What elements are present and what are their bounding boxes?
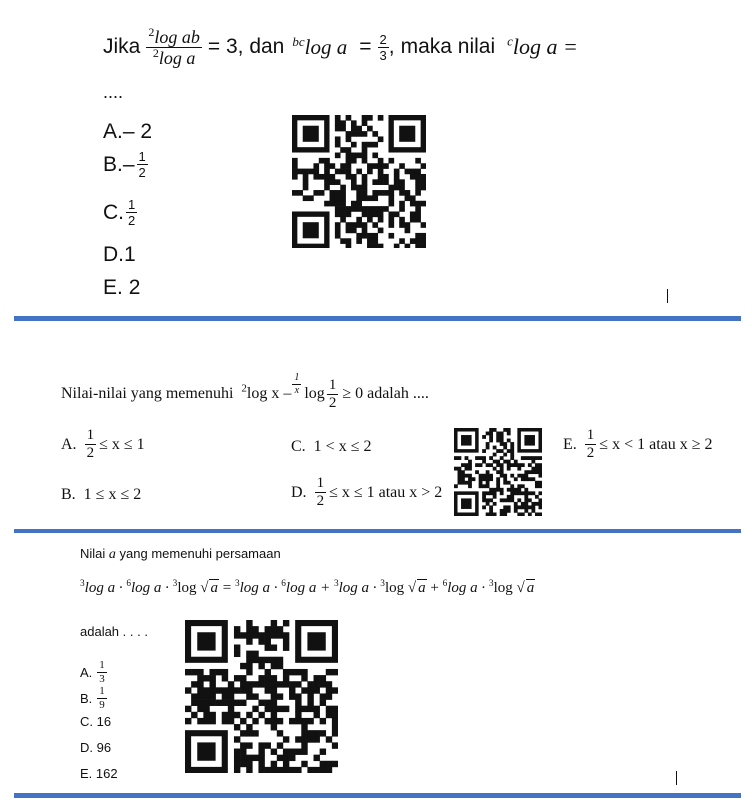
q3-adalah: adalah . . . . (80, 624, 148, 639)
section-divider-2 (14, 529, 741, 533)
q1-option-c: C. $\frac{1}{2}$ (103, 197, 136, 228)
q3-option-d: D. 96 (80, 740, 112, 755)
q3-equation: $^3$log a · $^6$log a · $^3$log √ a = $^3$log a · $^6$log a + $^3$log a · $^3$log √ a + $^6$log a · $^3$log √ a (80, 579, 535, 596)
q1-dots: .... (103, 82, 124, 102)
q3-option-c: C. 16 (80, 714, 112, 729)
qr-code-1 (292, 115, 426, 248)
q1-fraction: $\frac{^2\log ab}{^2\log a}$ (148, 24, 200, 68)
q2-option-d: D. $\frac{1}{2}$ ≤ x ≤ 1 atau x > 2 (291, 475, 443, 509)
qr-code-3 (185, 620, 338, 773)
q1-c-log: $^c$log a = (507, 33, 578, 59)
q2-statement: Nilai-nilai yang memenuhi $^2$log x – $\frac{1}{x}$ log $\frac{1}{2}$ ≥ 0 adalah .... (61, 371, 429, 411)
section-divider-3 (14, 793, 741, 798)
q1-option-a: A.– 2 (103, 120, 153, 143)
q3-option-a: A. $\frac{1}{3}$ (80, 659, 105, 685)
q1-maka: maka nilai (400, 35, 496, 58)
text-cursor-1 (667, 289, 668, 303)
q3-intro: Nilai a yang memenuhi persamaan (80, 546, 281, 562)
section-divider-1 (14, 316, 741, 321)
q3-option-e: E. 162 (80, 766, 118, 781)
q1-option-d: D.1 (103, 243, 136, 266)
q1-comma: , (388, 35, 395, 58)
q2-option-c: C. 1 < x ≤ 2 (291, 438, 372, 455)
q1-statement (103, 22, 578, 72)
qr-code-2 (454, 428, 542, 516)
q1-jika: Jika (103, 35, 141, 58)
q2-option-a: A. $\frac{1}{2}$ ≤ x ≤ 1 (61, 427, 145, 461)
q1-two-thirds: $\frac{2}{3}$ (379, 31, 387, 63)
q1-option-e: E. 2 (103, 276, 141, 299)
q2-option-e: E. $\frac{1}{2}$ ≤ x < 1 atau x ≥ 2 (563, 427, 713, 461)
q1-eq: = (359, 35, 372, 58)
q2-option-b: B. 1 ≤ x ≤ 2 (61, 486, 142, 503)
q1-option-b: B. – $\frac{1}{2}$ (103, 149, 146, 180)
q3-option-b: B. $\frac{1}{9}$ (80, 685, 105, 711)
text-cursor-2 (676, 771, 677, 785)
q1-eq-three: = 3, dan (207, 35, 285, 58)
q1-bc-log: $^{bc}$log a (292, 33, 348, 59)
